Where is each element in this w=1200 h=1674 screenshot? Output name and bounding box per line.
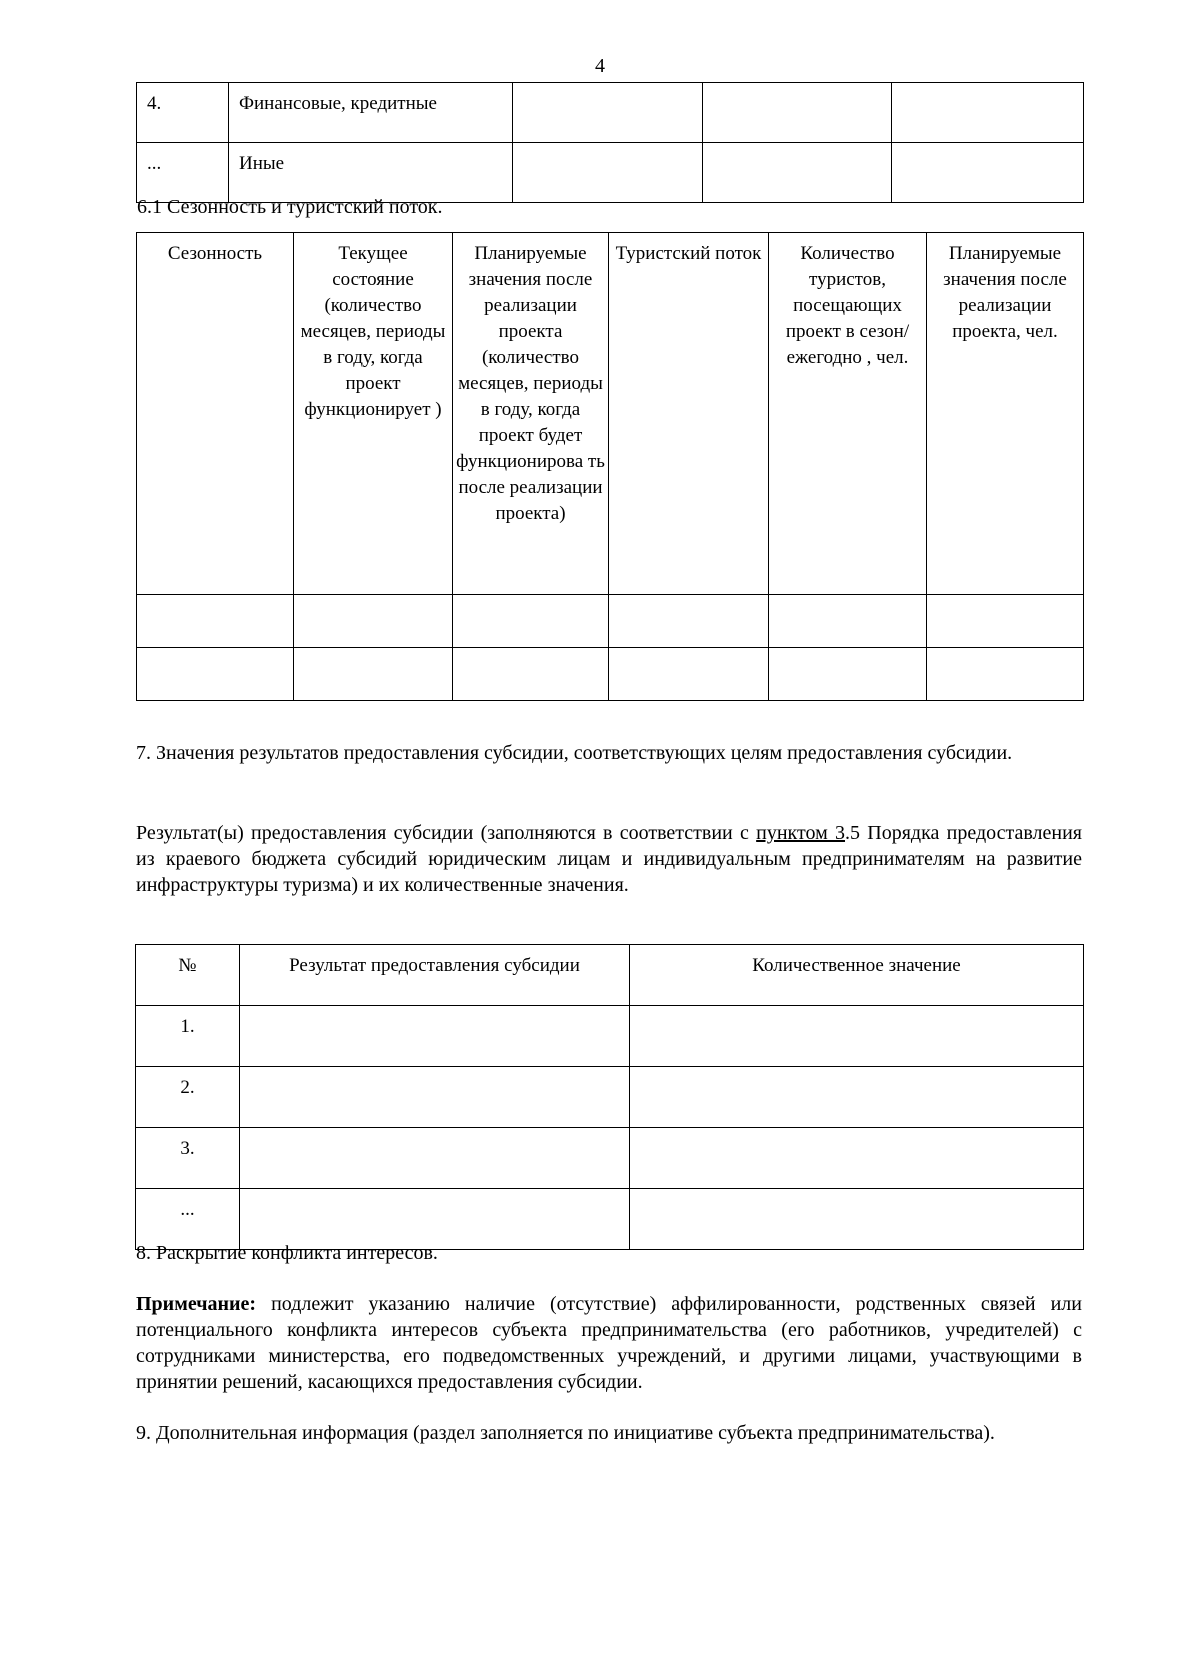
empty-cell[interactable] [240, 1128, 630, 1189]
note-paragraph [136, 1291, 1082, 1395]
empty-cell[interactable] [513, 83, 703, 143]
row-number: 2. [136, 1067, 240, 1128]
table-row [136, 1128, 1084, 1189]
section-9-title: 9. Дополнительная информация (раздел заполняется по инициативе субъекта предпринимательства). [136, 1422, 995, 1444]
seasonality-table [136, 232, 1084, 701]
header-seasonality: Сезонность [137, 233, 294, 595]
top-table [136, 82, 1084, 203]
header-result: Результат предоставления субсидии [240, 945, 630, 1006]
row-label: Финансовые, кредитные [229, 83, 513, 143]
table-row [137, 595, 1084, 648]
note-label: Примечание: [136, 1293, 257, 1315]
empty-cell[interactable] [609, 595, 769, 648]
row-number: ... [136, 1189, 240, 1250]
table-header-row [136, 945, 1084, 1006]
header-current-state: Текущее состояние (количество месяцев, периоды в году, когда проект функционирует ) [294, 233, 453, 595]
row-number: 4. [137, 83, 229, 143]
header-tourist-count: Количество туристов, посещающих проект в сезон/ежегодно , чел. [769, 233, 927, 595]
note-text: подлежит указанию наличие (отсутствие) аффилированности, родственных связей или потенциального конфликта интересов субъекта предпринимательства (его работников, учредителей) с сотрудниками министерства, его подведомственных учреждений, и другими лицами, участвующими в принятии решений, касающихся предоставления субсидии. [136, 1293, 1082, 1393]
empty-cell[interactable] [513, 143, 703, 203]
empty-cell[interactable] [892, 143, 1084, 203]
header-quantity: Количественное значение [630, 945, 1084, 1006]
clause-link[interactable]: пунктом 3 [756, 822, 846, 844]
header-number: № [136, 945, 240, 1006]
empty-cell[interactable] [137, 595, 294, 648]
header-tourist-flow: Туристский поток [609, 233, 769, 595]
row-number: 3. [136, 1128, 240, 1189]
section-6-1-caption: 6.1 Сезонность и туристский поток. [137, 196, 443, 218]
empty-cell[interactable] [892, 83, 1084, 143]
section-7-title: 7. Значения результатов предоставления субсидии, соответствующих целям предоставления субсидии. [136, 742, 1013, 764]
empty-cell[interactable] [453, 595, 609, 648]
empty-cell[interactable] [769, 648, 927, 701]
section-8-title: 8. Раскрытие конфликта интересов. [136, 1242, 438, 1264]
empty-cell[interactable] [927, 595, 1084, 648]
results-text-start: Результат(ы) предоставления субсидии (заполняются в соответствии с [136, 822, 749, 844]
empty-cell[interactable] [294, 648, 453, 701]
results-table [135, 944, 1084, 1250]
empty-cell[interactable] [453, 648, 609, 701]
row-label: Иные [229, 143, 513, 203]
empty-cell[interactable] [240, 1006, 630, 1067]
empty-cell[interactable] [703, 143, 892, 203]
empty-cell[interactable] [609, 648, 769, 701]
header-planned-months: Планируемые значения после реализации проекта (количество месяцев, периоды в году, когда проект будет функционирова ть после реализации проекта) [453, 233, 609, 595]
empty-cell[interactable] [769, 595, 927, 648]
table-row [136, 1067, 1084, 1128]
empty-cell[interactable] [630, 1006, 1084, 1067]
table-row [137, 83, 1084, 143]
empty-cell[interactable] [703, 83, 892, 143]
table-header-row [137, 233, 1084, 595]
header-planned-tourists: Планируемые значения после реализации проекта, чел. [927, 233, 1084, 595]
page-number: 4 [595, 55, 605, 77]
row-number: 1. [136, 1006, 240, 1067]
empty-cell[interactable] [927, 648, 1084, 701]
empty-cell[interactable] [294, 595, 453, 648]
table-row [137, 648, 1084, 701]
row-number: ... [137, 143, 229, 203]
empty-cell[interactable] [137, 648, 294, 701]
empty-cell[interactable] [630, 1128, 1084, 1189]
results-text-end: .5 Порядка предоставления из краевого бюджета субсидий юридическим лицам и индивидуальным предпринимателям на развитие инфраструктуры туризма) и их количественные значения. [136, 822, 1082, 896]
empty-cell[interactable] [240, 1067, 630, 1128]
empty-cell[interactable] [630, 1067, 1084, 1128]
results-paragraph [136, 820, 1082, 898]
table-row [136, 1006, 1084, 1067]
